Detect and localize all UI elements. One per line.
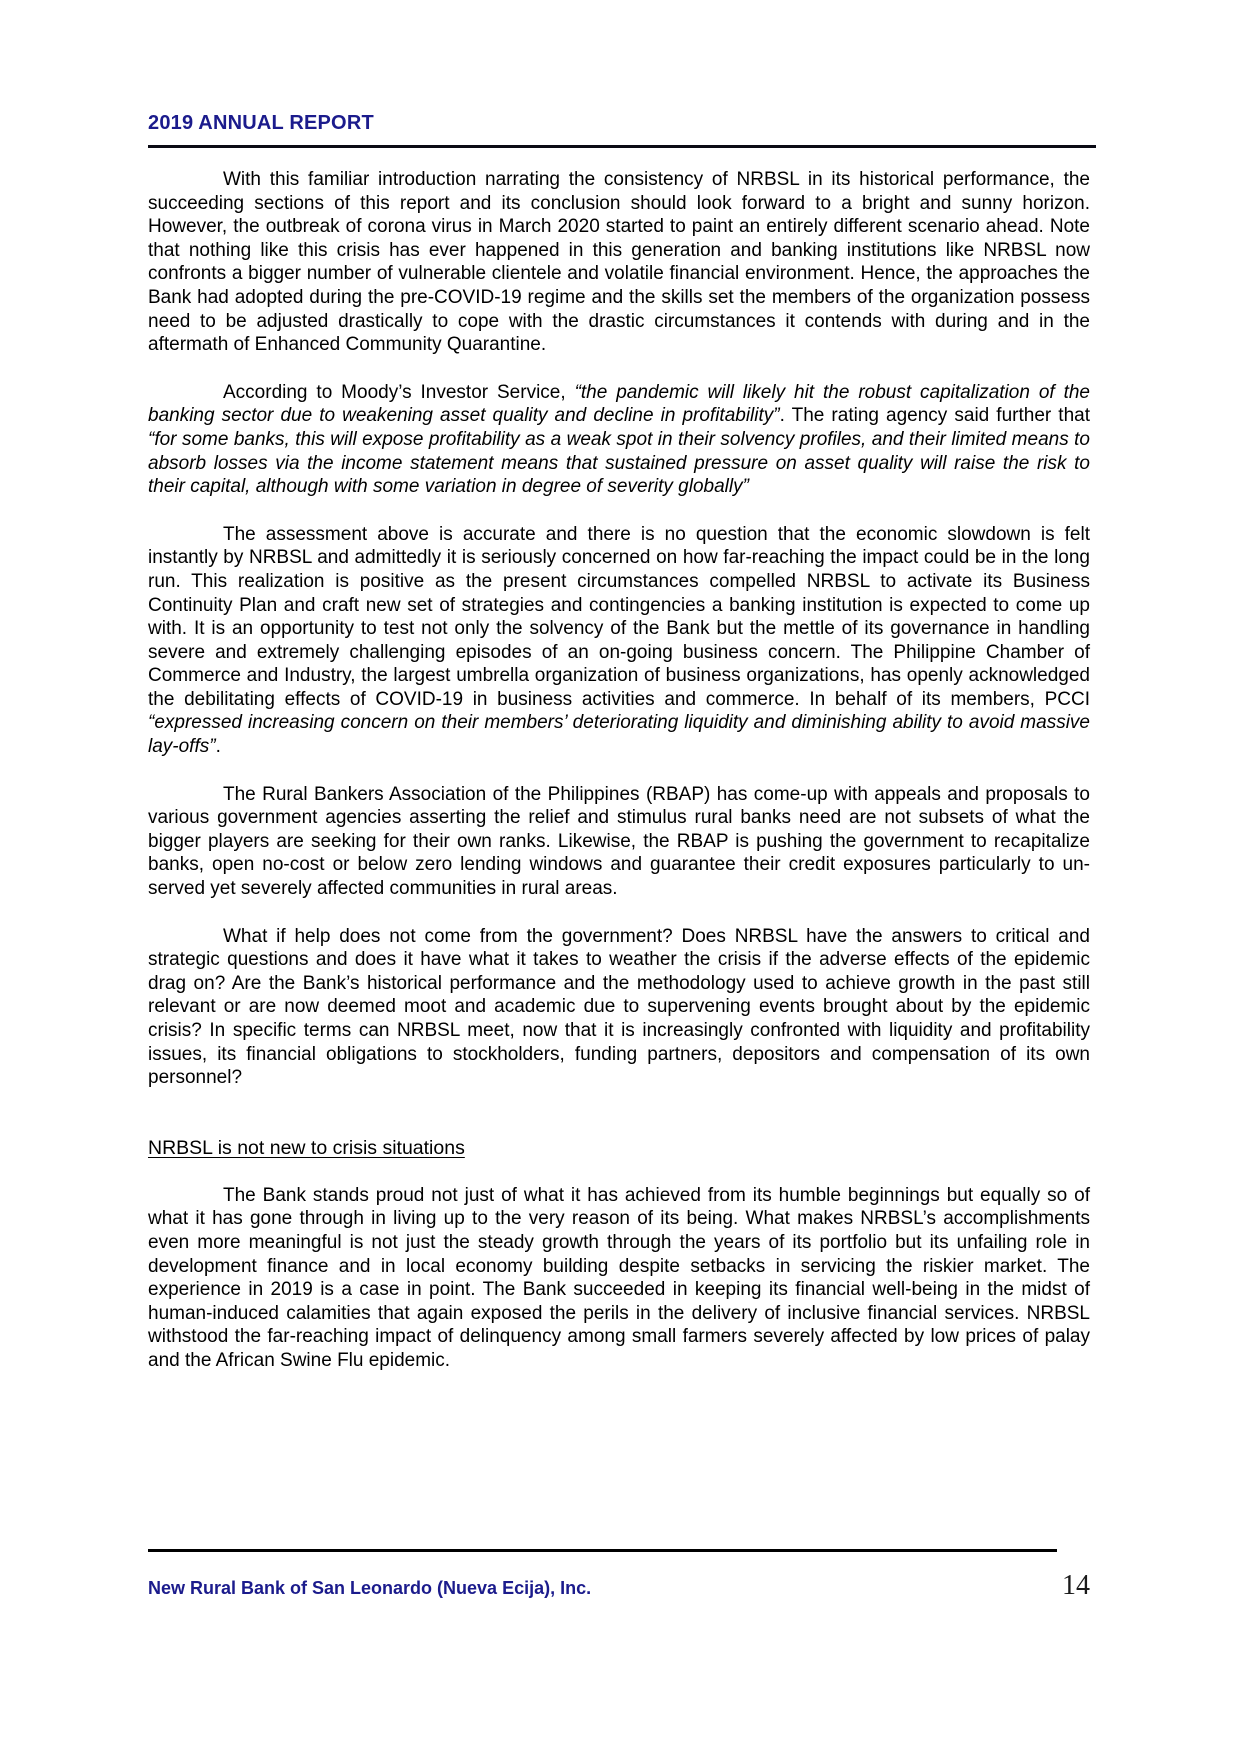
quoted-text: “the pandemic will likely hit the robust capitalization of the banking sector due to weakening asset quality and decline in profitability” <box>148 381 1090 427</box>
paragraph-text: The assessment above is accurate and there is no question that the economic slowdown is felt instantly by NRBSL and admittedly it is seriously concerned on how far-reaching the impact could be in the long run. This realization is positive as the present circumstances compelled NRBSL to activate its Business Continuity Plan and craft new set of strategies and contingencies a banking institution is expected to come up with. It is an opportunity to test not only the solvency of the Bank but the mettle of its governance in handling severe and extremely challenging episodes of an on-going business concern. The Philippine Chamber of Commerce and Industry, the largest umbrella organization of business organizations, has openly acknowledged the debilitating effects of COVID-19 in business activities and commerce. In behalf of its members, PCCI <box>148 523 1090 710</box>
paragraph-text: According to Moody’s Investor Service, <box>223 381 575 403</box>
footer-divider <box>148 1549 1057 1552</box>
body-paragraph <box>148 925 1090 1090</box>
body-paragraph <box>148 168 1090 357</box>
body-paragraph <box>148 523 1090 759</box>
footer-row <box>148 1572 1090 1600</box>
page-footer <box>148 1549 1090 1600</box>
header-divider <box>148 145 1096 148</box>
body-paragraph <box>148 783 1090 901</box>
report-title: 2019 ANNUAL REPORT <box>148 112 374 134</box>
section-heading <box>148 1137 1090 1160</box>
paragraph-text: What if help does not come from the government? Does NRBSL have the answers to critical and strategic questions and does it have what it takes to weather the crisis if the adverse effects of the epidemic drag on? Are the Bank’s historical performance and the methodology used to achieve growth in the past still relevant or are now deemed moot and academic due to supervening events brought about by the epidemic crisis? In specific terms can NRBSL meet, now that it is increasingly confronted with liquidity and profitability issues, its financial obligations to stockholders, funding partners, depositors and compensation of its own personnel? <box>148 925 1090 1089</box>
footer-bank-name: New Rural Bank of San Leonardo (Nueva Ecija), Inc. <box>148 1578 592 1598</box>
footer-page-number: 14 <box>1062 1570 1090 1601</box>
paragraph-text: The Bank stands proud not just of what it has achieved from its humble beginnings but equally so of what it has gone through in living up to the very reason of its being. What makes NRBSL’s accomplishments even more meaningful is not just the steady growth through the years of its portfolio but its unfailing role in development finance and in local economy building despite setbacks in servicing the riskier market. The experience in 2019 is a case in point. The Bank succeeded in keeping its financial well-being in the midst of human-induced calamities that again exposed the perils in the delivery of inclusive financial services. NRBSL withstood the far-reaching impact of delinquency among small farmers severely affected by low prices of palay and the African Swine Flu epidemic. <box>148 1184 1090 1371</box>
paragraph-text: With this familiar introduction narrating the consistency of NRBSL in its historical performance, the succeeding sections of this report and its conclusion should look forward to a bright and sunny horizon. However, the outbreak of corona virus in March 2020 started to paint an entirely different scenario ahead. Note that nothing like this crisis has ever happened in this generation and banking institutions like NRBSL now confronts a bigger number of vulnerable clientele and volatile financial environment. Hence, the approaches the Bank had adopted during the pre-COVID-19 regime and the skills set the members of the organization possess need to be adjusted drastically to cope with the drastic circumstances it contends with during and in the aftermath of Enhanced Community Quarantine. <box>148 169 1090 356</box>
paragraph-text: . <box>215 736 221 758</box>
body-paragraph <box>148 381 1090 499</box>
paragraph-text: . The rating agency said further that <box>779 405 1090 427</box>
document-body <box>148 168 1090 1373</box>
body-paragraph <box>148 1184 1090 1373</box>
paragraph-text: NRBSL is not new to crisis situations <box>148 1136 465 1159</box>
quoted-text: “for some banks, this will expose profitability as a weak spot in their solvency profiles, and their limited means to absorb losses via the income statement means that sustained pressure on asset quality will raise the risk to their capital, although with some variation in degree of severity globally” <box>148 428 1090 498</box>
paragraph-text: The Rural Bankers Association of the Philippines (RBAP) has come-up with appeals and proposals to various government agencies asserting the relief and stimulus rural banks need are not subsets of what the bigger players are seeking for their own ranks. Likewise, the RBAP is pushing the government to recapitalize banks, open no-cost or below zero lending windows and guarantee their credit exposures particularly to un-served yet severely affected communities in rural areas. <box>148 783 1090 900</box>
quoted-text: “expressed increasing concern on their members’ deteriorating liquidity and diminishing ability to avoid massive lay-offs” <box>148 712 1090 758</box>
